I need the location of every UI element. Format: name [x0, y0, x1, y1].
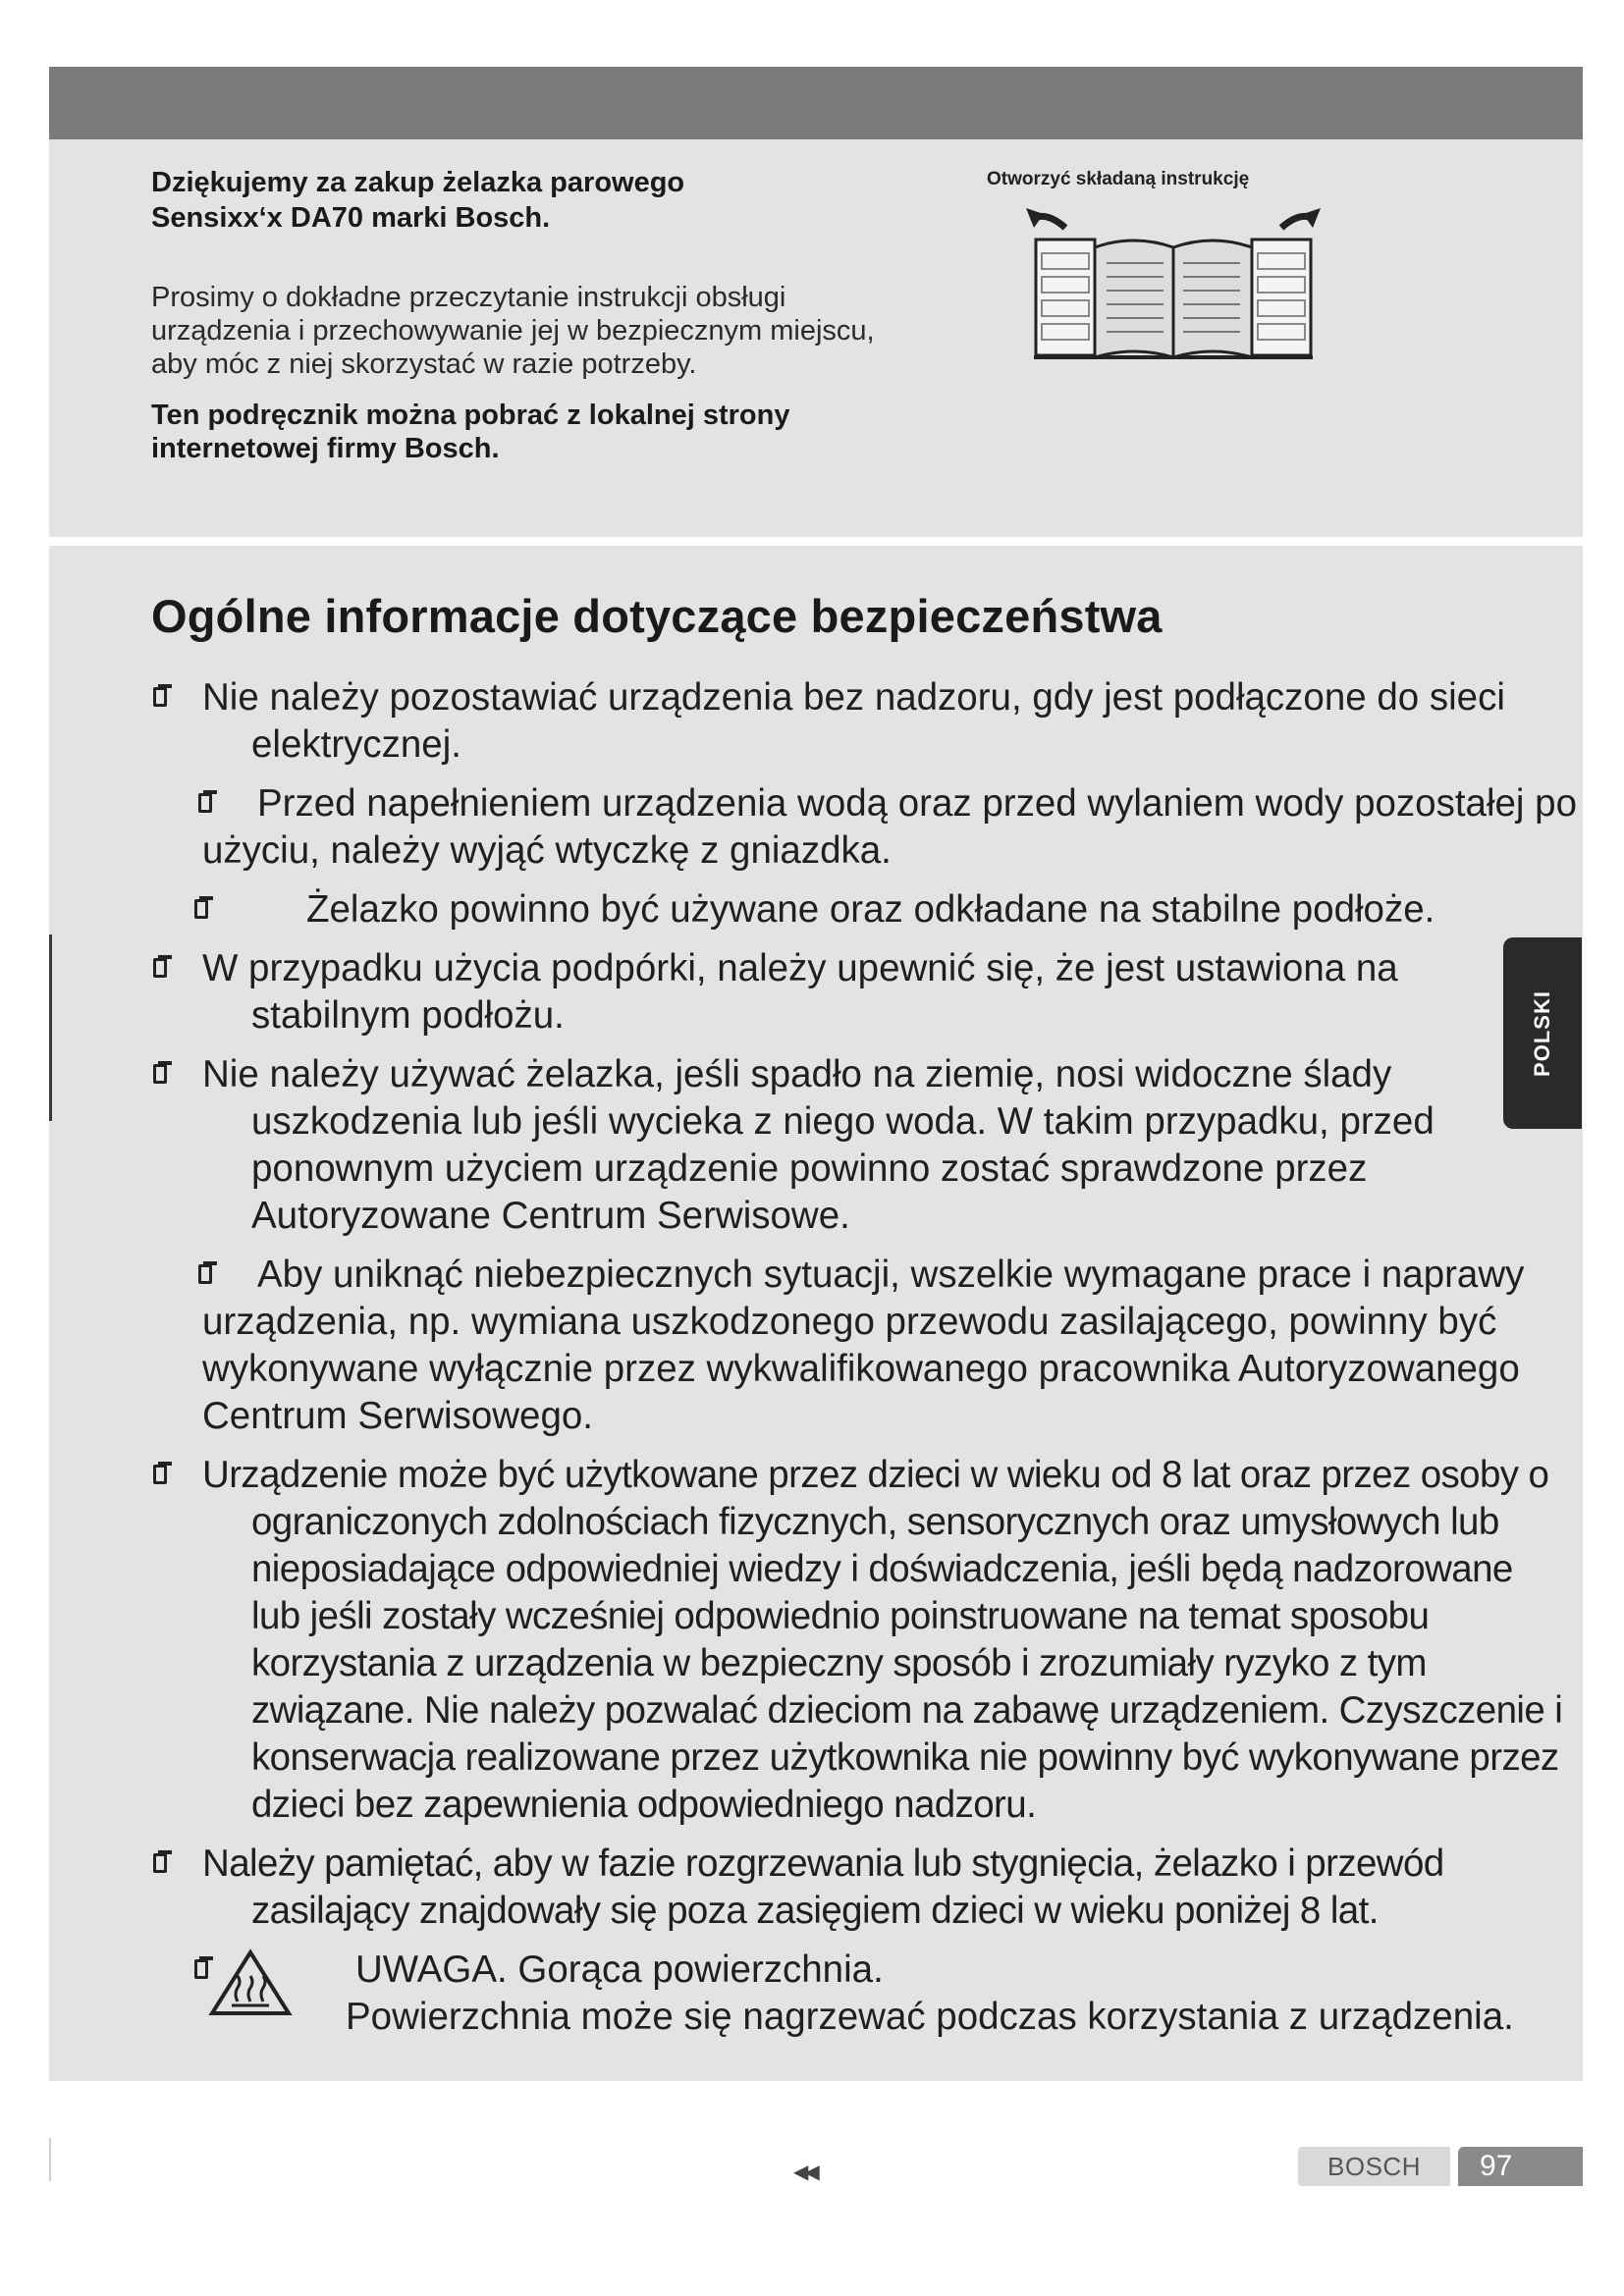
header-bar [49, 67, 1583, 139]
warning-text: Powierzchnia może się nagrzewać podczas korzystania z urządzenia. [346, 1996, 1514, 2038]
safety-item [98, 1841, 1583, 1935]
intro-panel [49, 139, 1583, 537]
safety-item-text: Żelazko powinno być używane oraz odkładane na stabilne podłoże. [306, 888, 1435, 931]
intro-thanks: Dziękujemy za zakup żelazka parowego Sensixx‘x DA70 marki Bosch. [151, 167, 685, 234]
back-nav-icon[interactable]: ◀◀ [793, 2162, 816, 2183]
safety-item-text: Nie należy używać żelazka, jeśli spadło na ziemię, nosi widoczne ślady uszkodzenia lub jeśli wycieka z niego woda. W takim przypadku, przed ponownym użyciem urządzenie powinno zostać sprawdzone przez Autoryzowane Centrum Serwisowe. [202, 1053, 1435, 1237]
footer-brand: BOSCH [1298, 2147, 1450, 2186]
section-title: Ogólne informacje dotyczące bezpieczeństwa [151, 590, 1163, 642]
safety-item-text: Przed napełnieniem urządzenia wodą oraz przed wylaniem wody pozostałej po użyciu, należy wyjąć wtyczkę z gniazdka. [202, 782, 1577, 872]
safety-item [4, 780, 1583, 875]
safety-item-text: Należy pamiętać, aby w fazie rozgrzewania lub stygnięcia, żelazko i przewód zasilający znajdowały się poza zasięgiem dzieci w wieku poniżej 8 lat. [202, 1842, 1444, 1932]
safety-item [4, 1252, 1583, 1440]
safety-item [98, 674, 1583, 769]
checkbox-icon [153, 687, 167, 707]
page-header-title: PL • Instrukcja obsługi [101, 18, 507, 59]
safety-item-text: W przypadku użycia podpórki, należy upewnić się, że jest ustawiona na stabilnym podłożu. [202, 947, 1398, 1037]
checkbox-icon [153, 1853, 167, 1873]
checkbox-icon [194, 1959, 208, 1979]
safety-item [98, 1452, 1583, 1829]
safety-item-text: Urządzenie może być użytkowane przez dzieci w wieku od 8 lat oraz przez osoby o ograniczonych zdolnościach fizycznych, sensorycznych oraz umysłowych lub nieposiadające odpowiedniej wiedzy i doświadczenia, jeśli będą nadzorowane lub jeśli zostały wcześniej odpowiednio poinstruowane na temat sposobu korzystania z urządzenia w bezpieczny sposób i zrozumiały ryzyko z tym związane. Nie należy pozwalać dzieciom na zabawę urządzeniem. Czyszczenie i konserwacja realizowane przez użytkownika nie powinny być wykonywane przez dzieci bez zapewnienia odpowiedniego nadzoru. [202, 1454, 1563, 1826]
intro-read-instructions: Prosimy o dokładne przeczytanie instrukcji obsługi urządzenia i przechowywanie jej w bezpiecznym miejscu, aby móc z niej skorzystać w razie potrzeby. [151, 282, 875, 380]
safety-item-text: Nie należy pozostawiać urządzenia bez nadzoru, gdy jest podłączone do sieci elektrycznej. [202, 676, 1505, 766]
checkbox-icon [153, 958, 167, 978]
safety-item [98, 1051, 1583, 1240]
checkbox-icon [198, 793, 212, 813]
safety-item [49, 886, 1583, 934]
language-tab[interactable] [1503, 937, 1582, 1129]
checkbox-icon [198, 1264, 212, 1284]
left-rule [49, 934, 52, 1121]
intro-download-note: Ten podręcznik można pobrać z lokalnej strony internetowej firmy Bosch. [151, 400, 790, 464]
checkbox-icon [194, 899, 208, 919]
footer-divider [49, 2138, 51, 2181]
safety-panel [49, 546, 1583, 2081]
warning-title: UWAGA. Gorąca powierzchnia. [355, 1949, 884, 1991]
safety-item [98, 945, 1583, 1040]
language-tab-label: POLSKI [1530, 989, 1554, 1077]
hot-surface-warning-icon [208, 1949, 293, 2017]
folded-booklet-icon [987, 198, 1380, 512]
safety-item-text: Aby uniknąć niebezpiecznych sytuacji, wszelkie wymagane prace i naprawy urządzenia, np. wymiana uszkodzonego przewodu zasilającego, powinny być wykonywane wyłącznie przez wykwalifikowanego pracownika Autoryzowanego Centrum Serwisowego. [202, 1254, 1525, 1437]
open-booklet-caption: Otworzyć składaną instrukcję [987, 169, 1250, 189]
safety-list [49, 674, 1583, 2041]
page-number: 97 [1458, 2147, 1583, 2186]
checkbox-icon [153, 1064, 167, 1084]
warning-item [49, 1947, 1583, 2041]
checkbox-icon [153, 1465, 167, 1484]
